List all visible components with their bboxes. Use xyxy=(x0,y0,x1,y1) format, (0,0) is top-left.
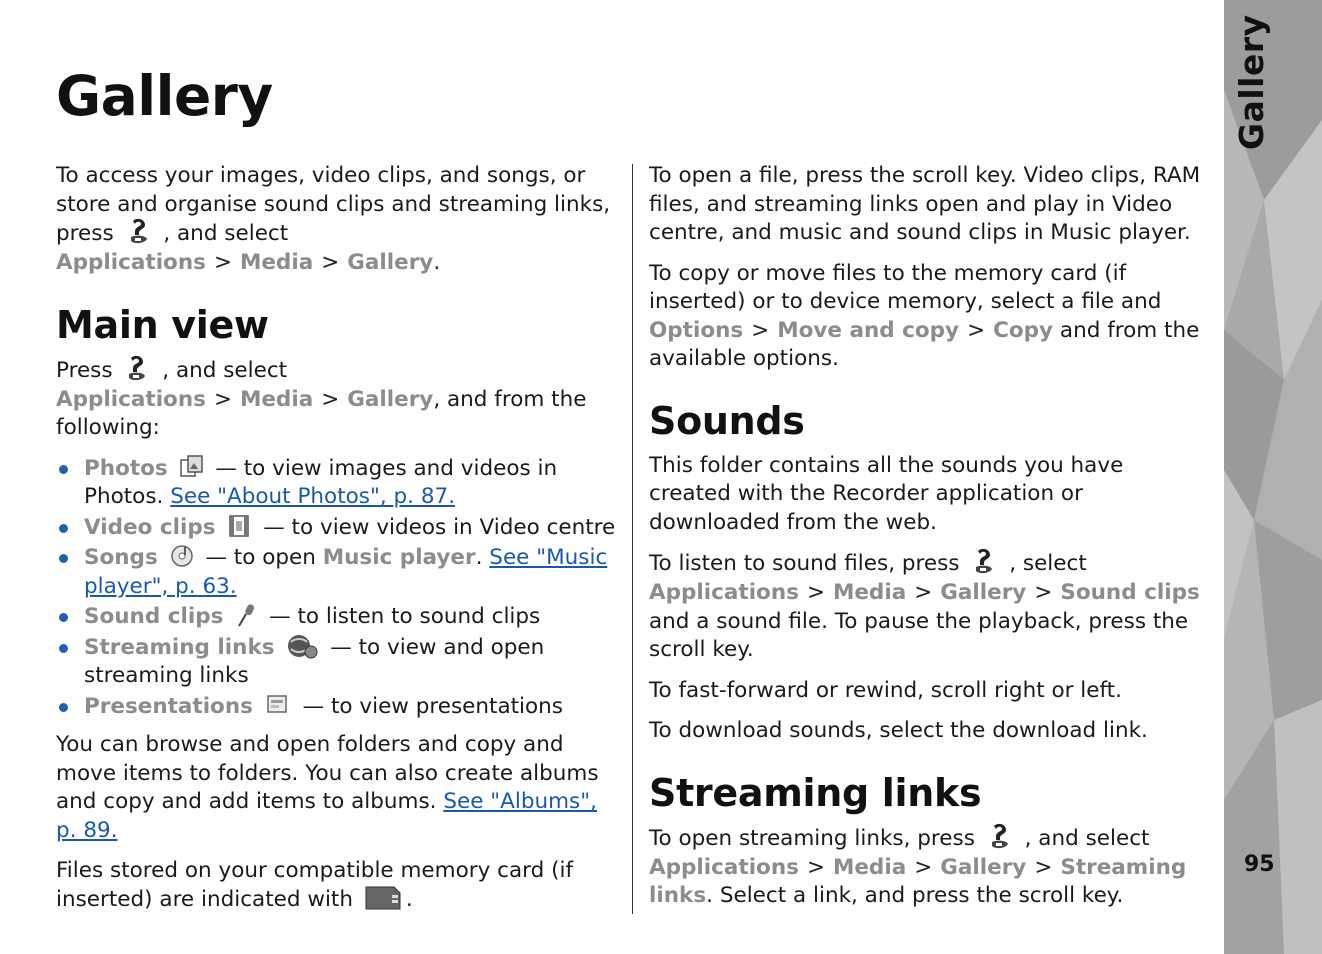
column-divider xyxy=(632,164,633,914)
streaming-links-icon xyxy=(285,632,319,660)
item-label-sound-clips[interactable]: Sound clips xyxy=(84,604,224,629)
item-desc-songs: — to open xyxy=(205,545,316,570)
menu-key-icon xyxy=(123,354,151,384)
listen-text-end: and a sound file. To pause the playback, press the scroll key. xyxy=(649,608,1189,662)
item-desc-sound-clips: — to listen to sound clips xyxy=(269,604,541,629)
menu-move-and-copy[interactable]: Move and copy xyxy=(777,317,960,343)
main-view-heading: Main view xyxy=(56,302,269,347)
photos-icon xyxy=(179,454,205,480)
menu-sound-clips[interactable]: Sound clips xyxy=(1060,580,1200,605)
download-paragraph: To download sounds, select the download link. xyxy=(649,718,1148,743)
item-desc-songs-end: . xyxy=(475,545,483,570)
bullet xyxy=(59,644,68,653)
copy-move-paragraph xyxy=(649,260,1212,374)
streaming-paragraph xyxy=(649,824,1212,911)
listen-text-mid: , select xyxy=(1009,551,1087,576)
sounds-description: This folder contains all the sounds you have created with the Recorder application or downloaded from the web. xyxy=(649,452,1124,535)
item-desc-presentations: — to view presentations xyxy=(302,693,564,719)
link-music-player[interactable]: See "Music player", p. 63. xyxy=(84,545,608,599)
menu-media[interactable]: Media xyxy=(239,250,314,275)
menu-applications[interactable]: Applications xyxy=(56,250,206,275)
page-number: 95 xyxy=(1244,852,1275,877)
path-separator: > xyxy=(914,580,933,605)
path-separator: > xyxy=(806,580,825,605)
streaming-text: To open streaming links, press xyxy=(649,825,975,851)
menu-key-icon xyxy=(986,822,1014,852)
sounds-heading: Sounds xyxy=(649,398,805,443)
link-albums[interactable]: See "Albums", p. 89. xyxy=(56,789,597,843)
path-separator: > xyxy=(806,854,825,880)
app-music-player[interactable]: Music player xyxy=(322,545,476,570)
menu-options[interactable]: Options xyxy=(649,317,744,343)
item-label-photos[interactable]: Photos xyxy=(84,455,168,481)
menu-media[interactable]: Media xyxy=(239,386,314,412)
menu-applications[interactable]: Applications xyxy=(649,580,799,605)
intro-text: To access your images, video clips, and songs, or store and organise sound clips and streaming links, press xyxy=(56,163,611,246)
menu-gallery[interactable]: Gallery xyxy=(940,580,1027,605)
list-item-presentations xyxy=(56,693,618,722)
list-item-photos xyxy=(56,455,618,512)
item-desc-video-clips: — to view videos in Video centre xyxy=(263,514,616,540)
menu-gallery[interactable]: Gallery xyxy=(347,386,434,412)
sound-clips-icon xyxy=(234,602,258,628)
lead-text-end: , and from the following: xyxy=(56,386,587,440)
menu-key-icon xyxy=(970,547,998,577)
memory-card-paragraph xyxy=(56,857,618,914)
path-separator: > xyxy=(321,250,340,275)
sidebar-title: Gallery xyxy=(1232,14,1271,150)
memory-card-text: Files stored on your compatible memory card (if inserted) are indicated with xyxy=(56,858,574,912)
copy-move-text: To copy or move files to the memory card (if inserted) or to device memory, select a file and xyxy=(649,260,1162,314)
intro-paragraph xyxy=(56,162,618,278)
songs-icon xyxy=(169,543,195,569)
list-item-sound-clips xyxy=(56,603,618,632)
menu-copy[interactable]: Copy xyxy=(993,317,1054,343)
page-title: Gallery xyxy=(56,64,273,128)
path-separator: > xyxy=(213,386,232,412)
main-view-lead xyxy=(56,356,618,443)
item-label-video-clips[interactable]: Video clips xyxy=(84,514,216,540)
intro-text-end: . xyxy=(433,250,441,275)
lead-text-mid: , and select xyxy=(162,357,288,383)
item-desc-photos: — to view images and videos in Photos. xyxy=(84,455,558,509)
path-separator: > xyxy=(1034,854,1053,880)
fast-forward-paragraph: To fast-forward or rewind, scroll right or left. xyxy=(649,677,1122,703)
menu-key-icon xyxy=(125,217,153,247)
streaming-text-end: . Select a link, and press the scroll key. xyxy=(706,883,1124,908)
menu-gallery[interactable]: Gallery xyxy=(347,250,434,275)
right-column xyxy=(649,162,1212,923)
streaming-links-heading: Streaming links xyxy=(649,770,982,815)
bullet xyxy=(59,524,68,533)
video-clips-icon xyxy=(226,513,252,539)
bullet xyxy=(59,613,68,622)
path-separator: > xyxy=(751,317,770,343)
browse-paragraph xyxy=(56,731,618,845)
intro-text-mid: , and select xyxy=(163,221,289,246)
presentations-icon xyxy=(264,692,292,718)
path-separator: > xyxy=(213,250,232,275)
list-item-streaming-links xyxy=(56,634,618,691)
memory-card-icon xyxy=(364,885,402,911)
open-file-paragraph: To open a file, press the scroll key. Video clips, RAM files, and streaming links open and play in Video centre, and music and sound clips in Music player. xyxy=(649,163,1201,245)
menu-applications[interactable]: Applications xyxy=(649,854,799,880)
lead-text: Press xyxy=(56,357,113,383)
browse-text: You can browse and open folders and copy and move items to folders. You can also create albums and copy and add items to albums. xyxy=(56,732,599,814)
bullet xyxy=(59,465,68,474)
menu-media[interactable]: Media xyxy=(832,854,907,880)
item-label-streaming-links[interactable]: Streaming links xyxy=(84,634,275,660)
streaming-text-mid: , and select xyxy=(1024,825,1150,851)
bullet xyxy=(59,703,68,712)
list-item-video-clips xyxy=(56,514,618,543)
menu-streaming-links[interactable]: Streaming links xyxy=(649,854,1187,908)
copy-move-text-end: and from the available options. xyxy=(649,317,1200,371)
listen-text: To listen to sound files, press xyxy=(649,551,960,576)
path-separator: > xyxy=(1034,580,1053,605)
memory-card-text-end: . xyxy=(405,886,413,912)
menu-gallery[interactable]: Gallery xyxy=(940,854,1027,880)
item-label-presentations[interactable]: Presentations xyxy=(84,693,253,719)
path-separator: > xyxy=(321,386,340,412)
item-desc-streaming-links: — to view and open streaming links xyxy=(84,634,545,688)
menu-media[interactable]: Media xyxy=(832,580,907,605)
left-column xyxy=(56,162,618,926)
item-label-songs[interactable]: Songs xyxy=(84,545,158,570)
path-separator: > xyxy=(967,317,986,343)
menu-applications[interactable]: Applications xyxy=(56,386,206,412)
listen-paragraph xyxy=(649,549,1212,665)
gallery-folder-list xyxy=(56,455,618,722)
list-item-songs xyxy=(56,544,618,601)
bullet xyxy=(59,554,68,563)
link-about-photos[interactable]: See "About Photos", p. 87. xyxy=(170,484,456,509)
path-separator: > xyxy=(914,854,933,880)
